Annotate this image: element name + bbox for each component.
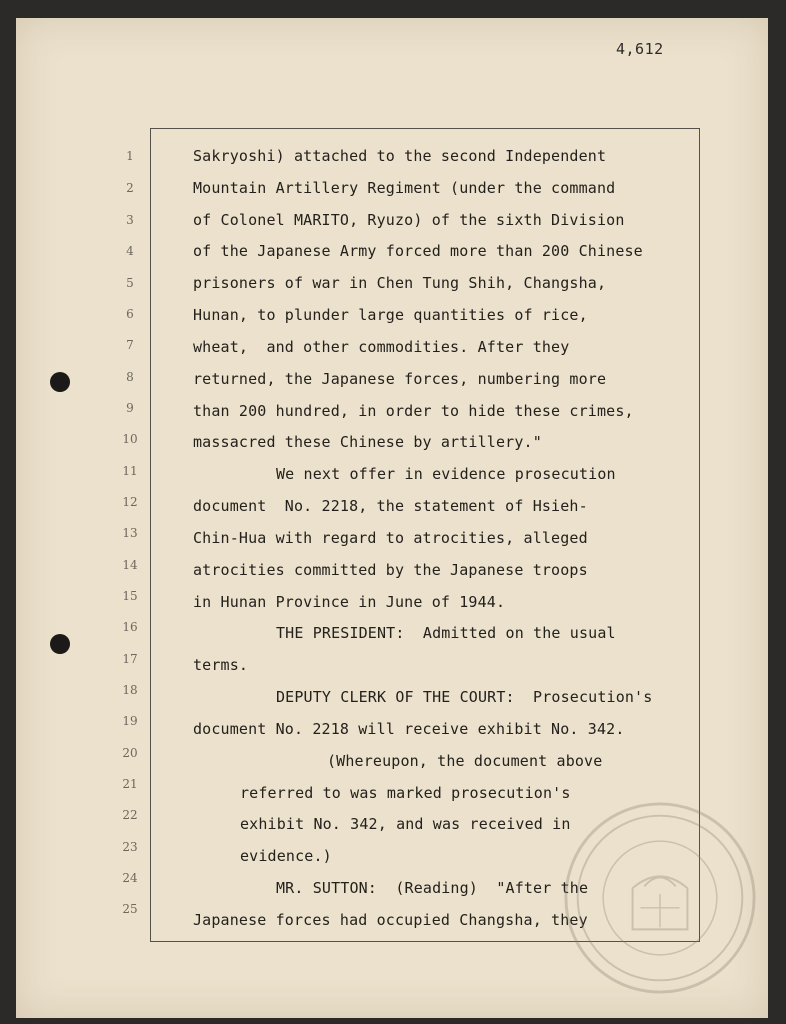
text-line: referred to was marked prosecution's — [240, 784, 571, 802]
line-number: 21 — [122, 777, 138, 791]
line-number: 5 — [126, 276, 134, 290]
text-line: Chin-Hua with regard to atrocities, alleged — [193, 529, 588, 547]
line-number: 18 — [122, 683, 138, 697]
text-line: than 200 hundred, in order to hide these crimes, — [193, 402, 634, 420]
text-line: Japanese forces had occupied Changsha, they — [193, 911, 588, 929]
text-line: document No. 2218, the statement of Hsieh- — [193, 497, 588, 515]
line-number: 12 — [122, 495, 138, 509]
text-line: Mountain Artillery Regiment (under the command — [193, 179, 616, 197]
document-page — [16, 18, 768, 1018]
line-number: 14 — [122, 558, 138, 572]
line-number: 11 — [122, 464, 138, 478]
line-number: 20 — [122, 746, 138, 760]
text-line: evidence.) — [240, 847, 332, 865]
text-line: (Whereupon, the document above — [327, 752, 603, 770]
line-number: 3 — [126, 213, 134, 227]
line-number: 2 — [126, 181, 134, 195]
text-line: Hunan, to plunder large quantities of rice, — [193, 306, 588, 324]
text-line: Sakryoshi) attached to the second Independent — [193, 147, 607, 165]
punch-hole-top — [50, 372, 70, 392]
line-number: 8 — [126, 370, 134, 384]
line-number: 22 — [122, 808, 138, 822]
text-line: THE PRESIDENT: Admitted on the usual — [276, 624, 616, 642]
text-line: DEPUTY CLERK OF THE COURT: Prosecution's — [276, 688, 653, 706]
page-number: 4,612 — [616, 40, 664, 58]
line-number: 10 — [122, 432, 138, 446]
text-line: in Hunan Province in June of 1944. — [193, 593, 506, 611]
text-line: atrocities committed by the Japanese troops — [193, 561, 588, 579]
line-number: 16 — [122, 620, 138, 634]
text-line: massacred these Chinese by artillery." — [193, 433, 542, 451]
line-number: 13 — [122, 526, 138, 540]
line-number: 4 — [126, 244, 134, 258]
line-number: 19 — [122, 714, 138, 728]
line-number: 6 — [126, 307, 134, 321]
line-number: 1 — [126, 149, 134, 163]
line-number: 9 — [126, 401, 134, 415]
text-line: wheat, and other commodities. After they — [193, 338, 570, 356]
text-line: prisoners of war in Chen Tung Shih, Changsha, — [193, 274, 607, 292]
line-number: 25 — [122, 902, 138, 916]
text-line: of Colonel MARITO, Ryuzo) of the sixth Division — [193, 211, 625, 229]
line-number: 17 — [122, 652, 138, 666]
line-number: 15 — [122, 589, 138, 603]
punch-hole-bottom — [50, 634, 70, 654]
line-number: 24 — [122, 871, 138, 885]
archive-seal-watermark — [562, 800, 758, 996]
text-line: terms. — [193, 656, 249, 674]
text-line: returned, the Japanese forces, numbering more — [193, 370, 607, 388]
line-number: 23 — [122, 840, 138, 854]
text-line: MR. SUTTON: (Reading) "After the — [276, 879, 589, 897]
text-line: of the Japanese Army forced more than 200 Chinese — [193, 242, 643, 260]
line-number: 7 — [126, 338, 134, 352]
text-line: We next offer in evidence prosecution — [276, 465, 616, 483]
text-line: exhibit No. 342, and was received in — [240, 815, 571, 833]
text-line: document No. 2218 will receive exhibit No. 342. — [193, 720, 625, 738]
